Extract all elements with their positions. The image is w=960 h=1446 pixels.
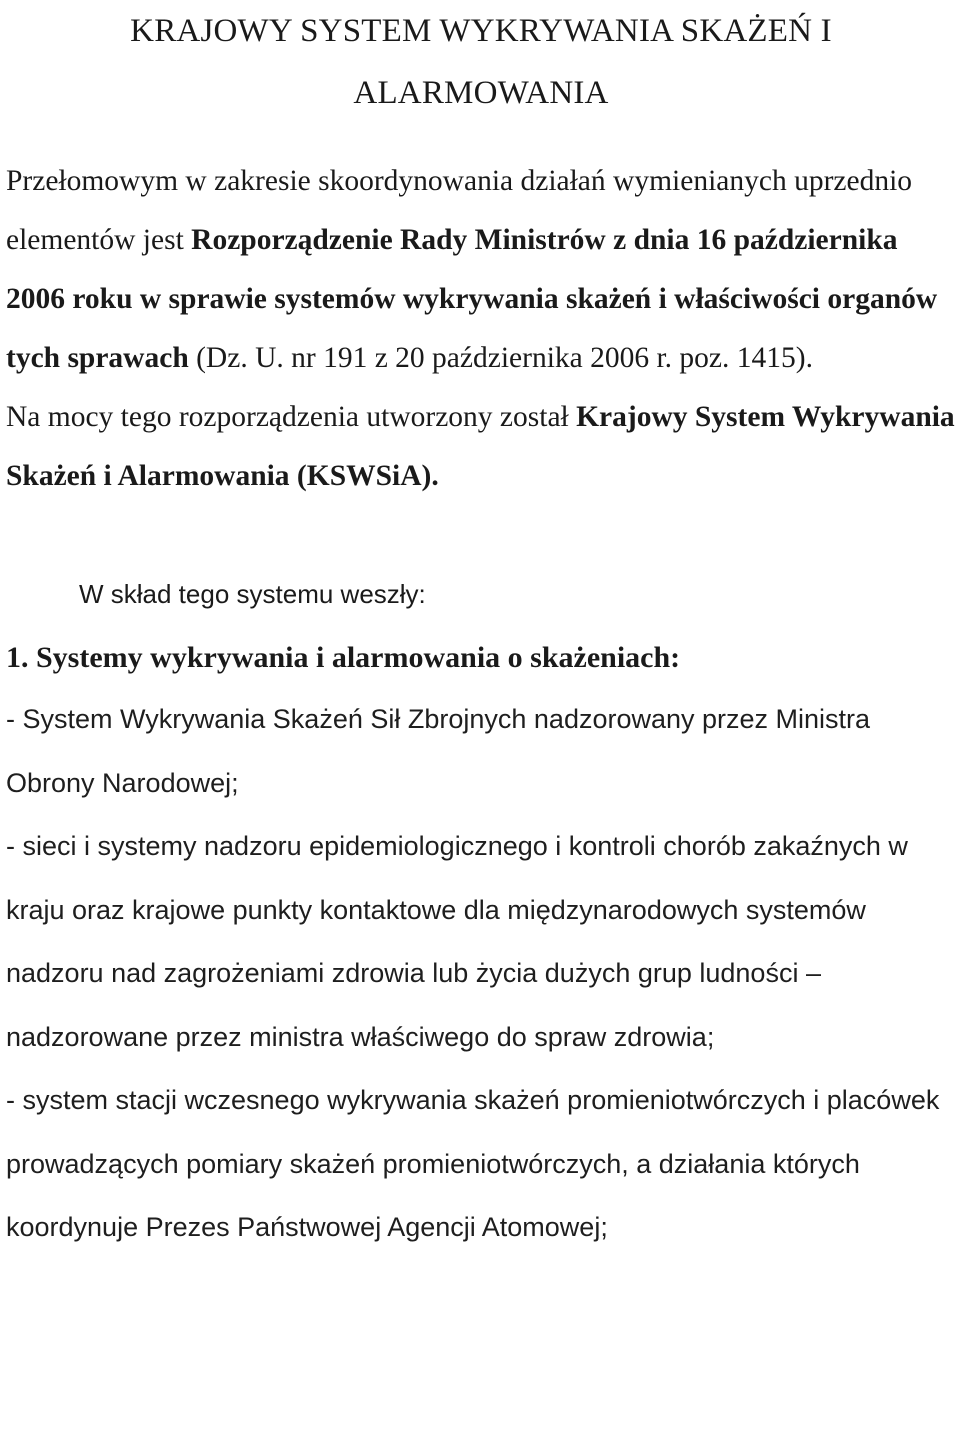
list-heading: 1. Systemy wykrywania i alarmowania o skażeniach:	[6, 641, 681, 674]
intro-paragraph	[6, 152, 956, 388]
title-line-1: KRAJOWY SYSTEM WYKRYWANIA SKAŻEŃ I	[130, 13, 832, 49]
page-title	[6, 0, 956, 124]
list-item: - System Wykrywania Skażeń Sił Zbrojnych nadzorowany przez Ministra Obrony Narodowej;	[6, 704, 871, 798]
regulation-citation: (Dz. U. nr 191 z 20 października 2006 r. poz. 1415).	[188, 342, 813, 374]
system-intro-text: Na mocy tego rozporządzenia utworzony został	[6, 401, 577, 433]
list-item: - system stacji wczesnego wykrywania skażeń promieniotwórczych i placówek prowadzących pomiary skażeń promieniotwórczych, a działania których koordynuje Prezes Państwowej Agencji Atomowej;	[6, 1085, 940, 1242]
system-name: Krajowy System Wykrywania Skażeń i Alarmowania (KSWSiA).	[6, 401, 955, 492]
title-line-2: ALARMOWANIA	[353, 75, 609, 111]
document-page	[6, 0, 956, 1260]
regulation-name: Rozporządzenie Rady Ministrów z dnia 16 października 2006 roku w sprawie systemów wykrywania skażeń i właściwości organów tych sprawach	[6, 224, 938, 374]
composition-heading: W skład tego systemu weszły:	[79, 579, 426, 609]
intro-text: Przełomowym w zakresie skoordynowania działań wymienianych uprzednio elementów jest	[6, 165, 913, 256]
system-paragraph	[6, 388, 956, 506]
list-item: - sieci i systemy nadzoru epidemiologicznego i kontroli chorób zakaźnych w kraju oraz krajowe punkty kontaktowe dla międzynarodowych systemów nadzoru nad zagrożeniami zdrowia lub życia dużych grup ludności – nadzorowane przez ministra właściwego do spraw zdrowia;	[6, 831, 908, 1052]
